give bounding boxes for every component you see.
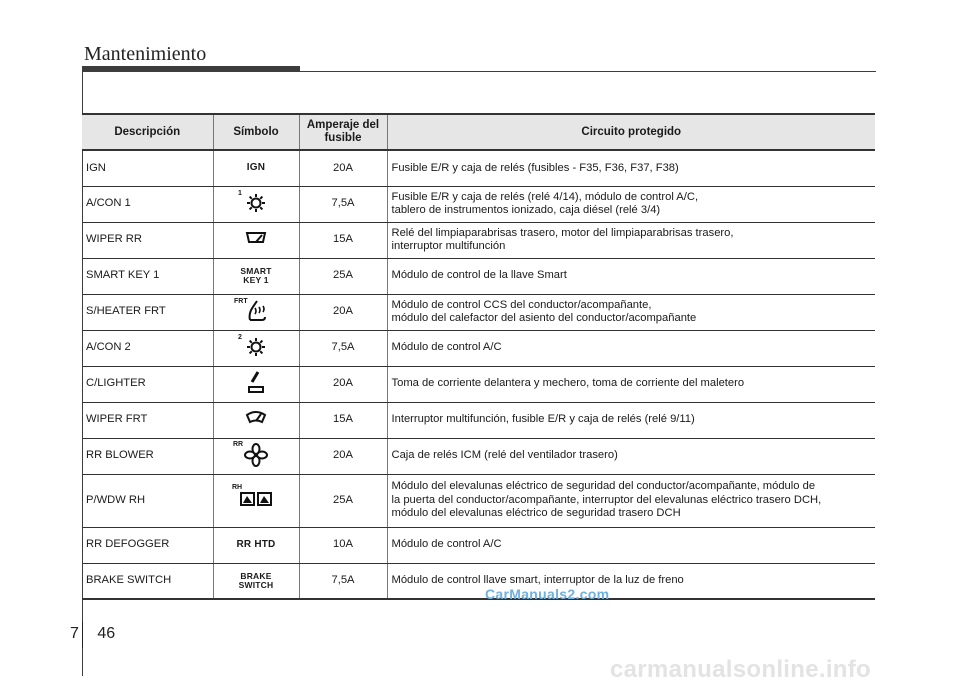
fuse-circuit: Módulo de control A/C <box>387 527 875 563</box>
brake-switch-label: BRAKE SWITCH <box>238 570 274 590</box>
fuse-circuit: Fusible E/R y caja de relés (relé 4/14), módulo de control A/C, tablero de instrumentos ionizado, caja diésel (relé 3/4) <box>387 186 875 222</box>
fuse-description: WIPER FRT <box>82 402 213 438</box>
fuse-circuit: Módulo del elevalunas eléctrico de seguridad del conductor/acompañante, módulo de la puerta del conductor/acompañante, interruptor del elevalunas eléctrico trasero DCH, módulo del elevalunas eléctrico de seguridad trasero DCH <box>387 474 875 527</box>
table-row <box>82 438 875 474</box>
fuse-amperage: 20A <box>299 366 387 402</box>
fuse-symbol <box>213 186 299 222</box>
table-row <box>82 402 875 438</box>
fuse-circuit: Módulo de control llave smart, interruptor de la luz de freno <box>387 563 875 599</box>
fuse-amperage: 20A <box>299 438 387 474</box>
fuse-amperage: 10A <box>299 527 387 563</box>
rear-wiper-icon <box>244 224 268 252</box>
table-row <box>82 527 875 563</box>
symbol-label: RR <box>233 440 244 448</box>
fuse-symbol <box>213 366 299 402</box>
fuse-symbol <box>213 402 299 438</box>
fuse-description: IGN <box>82 150 213 186</box>
cigar-lighter-icon <box>244 368 268 396</box>
fuse-amperage: 25A <box>299 258 387 294</box>
rear-blower-icon <box>242 440 270 468</box>
header-rule <box>300 71 876 72</box>
fuse-symbol <box>213 563 299 599</box>
fuse-amperage: 20A <box>299 150 387 186</box>
fuse-circuit: Módulo de control CCS del conductor/acompañante, módulo del calefactor del asiento del conductor/acompañante <box>387 294 875 330</box>
footer-brand: carmanualsonline.info <box>610 656 872 683</box>
column-header-symbol: Símbolo <box>213 114 299 150</box>
symbol-label: 2 <box>238 333 242 341</box>
fuse-description: BRAKE SWITCH <box>82 563 213 599</box>
symbol-label: FRT <box>234 297 248 305</box>
fuse-description: SMART KEY 1 <box>82 258 213 294</box>
column-header-description: Descripción <box>82 114 213 150</box>
fuse-amperage: 7,5A <box>299 186 387 222</box>
fuse-amperage: 20A <box>299 294 387 330</box>
fuse-circuit: Módulo de control A/C <box>387 330 875 366</box>
power-window-icon <box>239 484 273 512</box>
table-header-row <box>82 114 875 150</box>
ac-sun-icon <box>242 188 270 216</box>
header-bar <box>82 66 300 72</box>
fuse-symbol <box>213 150 299 186</box>
watermark: CarManuals2.com <box>485 586 610 602</box>
fuse-circuit: Relé del limpiaparabrisas trasero, motor del limpiaparabrisas trasero, interruptor multifunción <box>387 222 875 258</box>
fuse-description: WIPER RR <box>82 222 213 258</box>
section-title: Mantenimiento <box>84 43 207 65</box>
table-row <box>82 330 875 366</box>
symbol-label: 1 <box>238 189 242 197</box>
table-row <box>82 186 875 222</box>
fuse-symbol <box>213 330 299 366</box>
fuse-description: S/HEATER FRT <box>82 294 213 330</box>
column-header-circuit: Circuito protegido <box>387 114 875 150</box>
table-row <box>82 294 875 330</box>
table-body <box>82 150 875 599</box>
fuse-circuit: Módulo de control de la llave Smart <box>387 258 875 294</box>
fuse-symbol <box>213 222 299 258</box>
fuse-amperage: 15A <box>299 222 387 258</box>
fuse-symbol <box>213 527 299 563</box>
fuse-amperage: 7,5A <box>299 330 387 366</box>
ign-label: IGN <box>246 162 266 174</box>
fuse-amperage: 15A <box>299 402 387 438</box>
fuse-symbol <box>213 474 299 527</box>
front-wiper-icon <box>244 404 268 432</box>
ac-sun-icon <box>242 332 270 360</box>
table-row <box>82 150 875 186</box>
fuse-amperage: 7,5A <box>299 563 387 599</box>
table-row <box>82 366 875 402</box>
fuse-description: RR DEFOGGER <box>82 527 213 563</box>
fuse-description: RR BLOWER <box>82 438 213 474</box>
table-row <box>82 222 875 258</box>
table-row <box>82 474 875 527</box>
table-row <box>82 563 875 599</box>
fuse-symbol <box>213 294 299 330</box>
fuse-description: A/CON 2 <box>82 330 213 366</box>
page-number <box>70 625 115 643</box>
fuse-table <box>82 113 875 600</box>
fuse-circuit: Caja de relés ICM (relé del ventilador trasero) <box>387 438 875 474</box>
fuse-symbol <box>213 438 299 474</box>
fuse-description: A/CON 1 <box>82 186 213 222</box>
fuse-description: C/LIGHTER <box>82 366 213 402</box>
fuse-circuit: Toma de corriente delantera y mechero, toma de corriente del maletero <box>387 366 875 402</box>
section-number: 7 <box>70 625 79 642</box>
page-index: 46 <box>97 625 116 642</box>
column-header-amperage: Amperaje del fusible <box>299 114 387 150</box>
smart-key-label: SMART KEY 1 <box>240 266 272 285</box>
fuse-description: P/WDW RH <box>82 474 213 527</box>
symbol-label: RH <box>232 484 243 492</box>
fuse-amperage: 25A <box>299 474 387 527</box>
table-row <box>82 258 875 294</box>
fuse-circuit: Interruptor multifunción, fusible E/R y caja de relés (relé 9/11) <box>387 402 875 438</box>
fuse-circuit: Fusible E/R y caja de relés (fusibles - F35, F36, F37, F38) <box>387 150 875 186</box>
rr-htd-label: RR HTD <box>236 539 276 550</box>
fuse-symbol <box>213 258 299 294</box>
